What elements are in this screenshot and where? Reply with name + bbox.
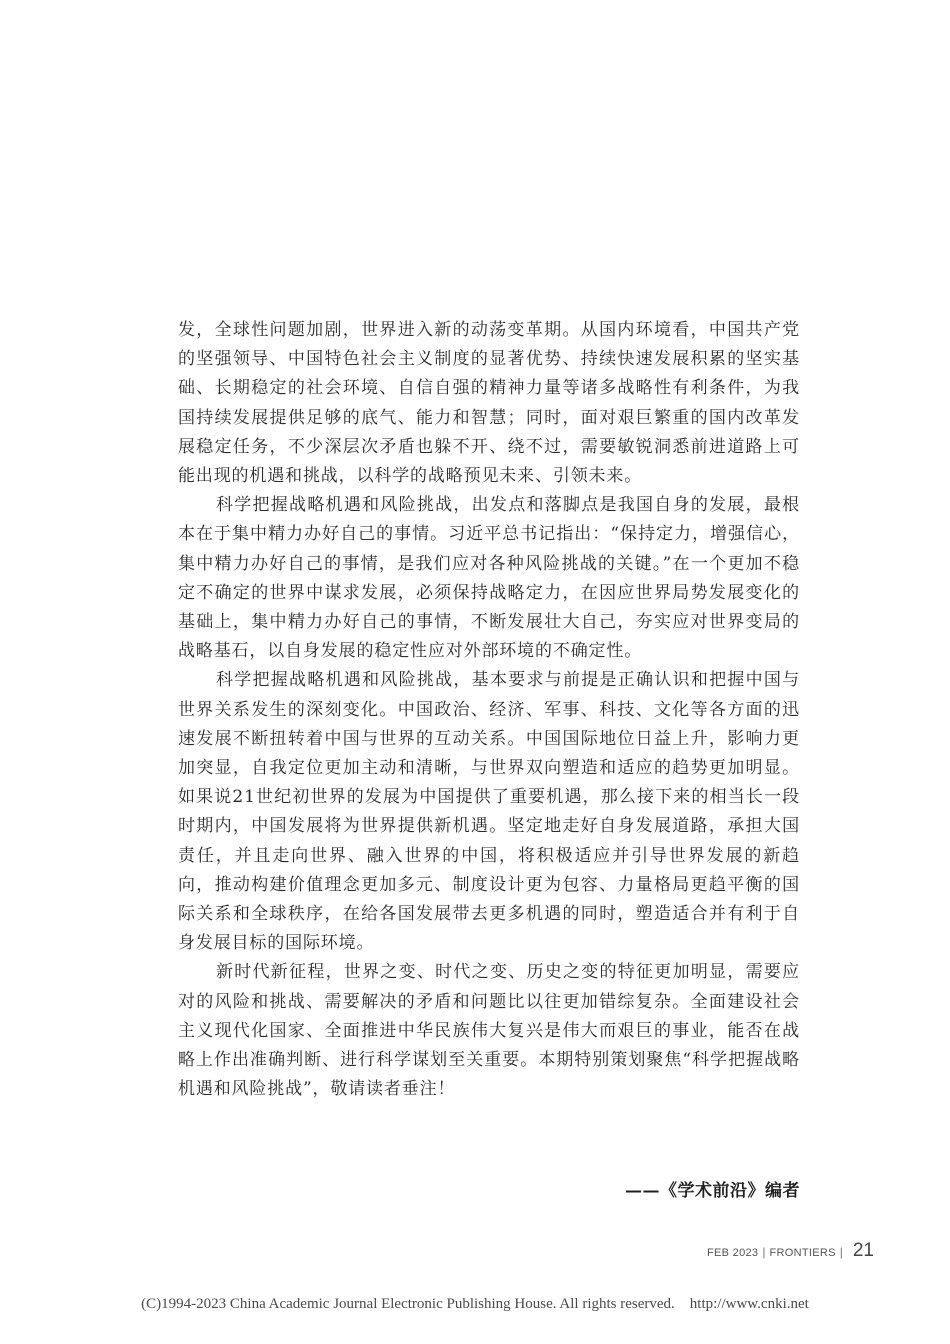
paragraph-china-world-relations: 科学把握战略机遇和风险挑战，基本要求与前提是正确认识和把握中国与世界关系发生的深刻变化。中国政治、经济、军事、科技、文化等各方面的迅速发展不断扭转着中国与世界的互动关系。中国国际地位日益上升，影响力更加突显，自我定位更加主动和清晰，与世界双向塑造和适应的趋势更加明显。如果说21世纪初世界的发展为中国提供了重要机遇，那么接下来的相当长一段时期内，中国发展将为世界提供新机遇。坚定地走好自身发展道路，承担大国责任，并且走向世界、融入世界的中国，将积极适应并引导世界发展的新趋向，推动构建价值理念更加多元、制度设计更为包容、力量格局更趋平衡的国际关系和全球秩序，在给各国发展带去更多机遇的同时，塑造适合并有利于自身发展目标的国际环境。 xyxy=(178,670,800,954)
paragraph-continuation: 发，全球性问题加剧，世界进入新的动荡变革期。从国内环境看，中国共产党的坚强领导、中国特色社会主义制度的显著优势、持续快速发展积累的坚实基础、长期稳定的社会环境、自信自强的精神力量等诸多战略性有利条件，为我国持续发展提供足够的底气、能力和智慧；同时，面对艰巨繁重的国内改革发展稳定任务，不少深层次矛盾也躲不开、绕不过，需要敏锐洞悉前进道路上可能出现的机遇和挑战，以科学的战略预见未来、引领未来。 xyxy=(178,320,800,487)
paragraph-strategic-focus: 科学把握战略机遇和风险挑战，出发点和落脚点是我国自身的发展，最根本在于集中精力办好自己的事情。习近平总书记指出：“保持定力，增强信心，集中精力办好自己的事情，是我们应对各种风险挑战的关键。”在一个更加不稳定不确定的世界中谋求发展，必须保持战略定力，在因应世界局势发展变化的基础上，集中精力办好自己的事情，不断发展壮大自己，夯实应对世界变局的战略基石，以自身发展的稳定性应对外部环境的不确定性。 xyxy=(178,495,800,662)
article-body xyxy=(178,316,800,1104)
paragraph-new-era: 新时代新征程，世界之变、时代之变、历史之变的特征更加明显，需要应对的风险和挑战、需要解决的矛盾和问题比以往更加错综复杂。全面建设社会主义现代化国家、全面推进中华民族伟大复兴是伟大而艰巨的事业，能否在战略上作出准确判断、进行科学谋划至关重要。本期特别策划聚焦“科学把握战略机遇和风险挑战”，敬请读者垂注！ xyxy=(178,962,800,1100)
footer-separator-2: | xyxy=(839,1245,843,1259)
running-footer xyxy=(707,1240,874,1262)
footer-separator-1: | xyxy=(762,1245,766,1259)
issue-date: FEB 2023 xyxy=(707,1247,759,1259)
page-number: 21 xyxy=(852,1240,874,1261)
copyright-notice: (C)1994-2023 China Academic Journal Electronic Publishing House. All rights reserved. http://www.cnki.net xyxy=(141,1296,809,1312)
journal-name: FRONTIERS xyxy=(769,1247,836,1259)
editor-signature: ——《学术前沿》编者 xyxy=(625,1181,800,1201)
